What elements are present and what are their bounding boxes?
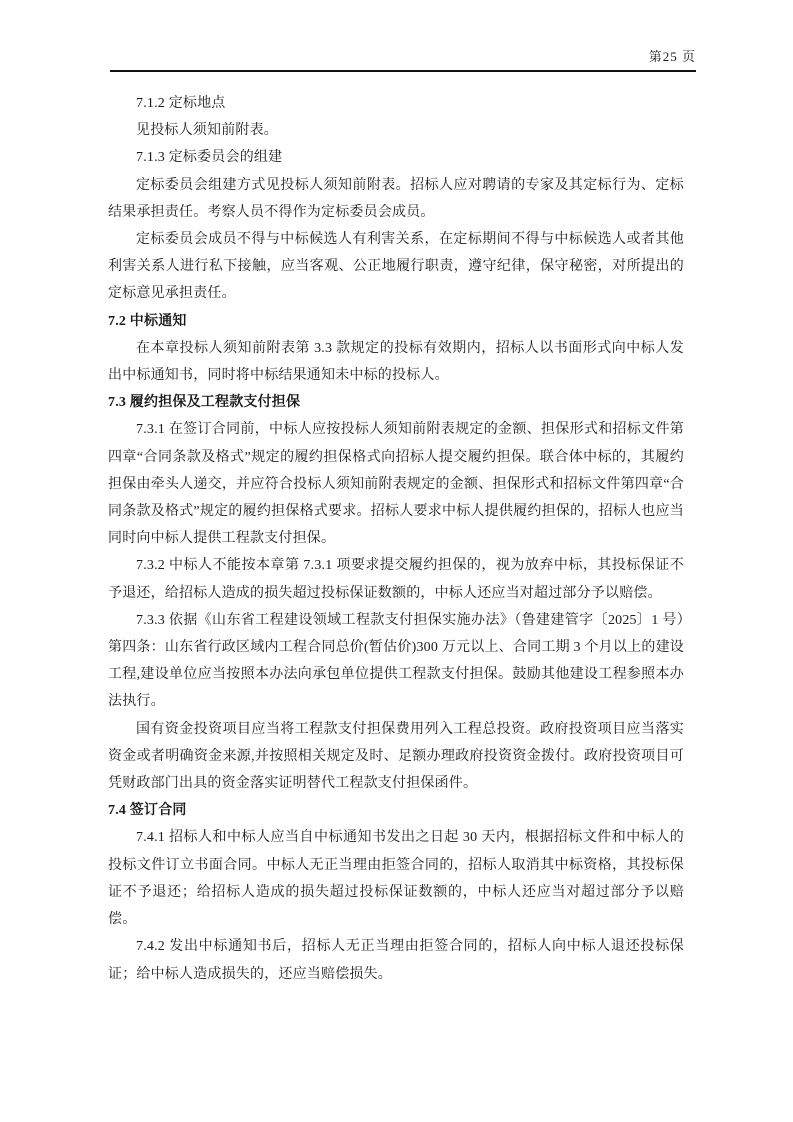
clause-7-3-3-para: 7.3.3 依据《山东省工程建设领域工程款支付担保实施办法》（鲁建建管字〔2025〕1 号）第四条：山东省行政区域内工程合同总价(暂估价)300 万元以上、合同工期 3 个月以上的建设工程,建设单位应当按照本办法向承包单位提供工程款支付担保。鼓励其他建设工程参照本办法执行。	[108, 612, 684, 710]
clause-7-3-3-para-2: 国有资金投资项目应当将工程款支付担保费用列入工程总投资。政府投资项目应当落实资金或者明确资金来源,并按照相关规定及时、足额办理政府投资资金拨付。政府投资项目可凭财政部门出具的资金落实证明替代工程款支付担保函件。	[108, 721, 684, 792]
clause-7-3-2-para: 7.3.2 中标人不能按本章第 7.3.1 项要求提交履约担保的，视为放弃中标，其投标保证不予退还，给招标人造成的损失超过投标保证数额的，中标人还应当对超过部分予以赔偿。	[108, 558, 684, 601]
page-number: 第25 页	[648, 49, 696, 64]
clause-7-1-3-para-1: 定标委员会组建方式见投标人须知前附表。招标人应对聘请的专家及其定标行为、定标结果承担责任。考察人员不得作为定标委员会成员。	[108, 177, 684, 220]
section-7-4-heading: 7.4 签订合同	[108, 803, 187, 819]
clause-7-1-2-title: 7.1.2 定标地点	[136, 96, 226, 111]
clause-7-1-3-title: 7.1.3 定标委员会的组建	[136, 150, 283, 166]
clause-7-1-2-body: 见投标人须知前附表。	[136, 123, 278, 139]
document-content	[108, 90, 684, 988]
clause-7-3-1-para: 7.3.1 在签订合同前，中标人应按投标人须知前附表规定的金额、担保形式和招标文件第四章“合同条款及格式”规定的履约担保格式向招标人提交履约担保。联合体中标的，其履约担保由牵头人递交，并应符合投标人须知前附表规定的金额、担保形式和招标文件第四章“合同条款及格式”规定的履约担保格式要求。招标人要求中标人提供履约担保的，招标人也应当同时向中标人提供工程款支付担保。	[108, 422, 684, 547]
clause-7-4-2-para: 7.4.2 发出中标通知书后，招标人无正当理由拒签合同的，招标人向中标人退还投标保证；给中标人造成损失的，还应当赔偿损失。	[108, 939, 684, 982]
page-header	[110, 46, 696, 72]
section-7-3-heading: 7.3 履约担保及工程款支付担保	[108, 395, 301, 411]
clause-7-1-3-para-2: 定标委员会成员不得与中标候选人有利害关系，在定标期间不得与中标候选人或者其他利害关系人进行私下接触，应当客观、公正地履行职责，遵守纪律，保守秘密，对所提出的定标意见承担责任。	[108, 232, 684, 302]
clause-7-4-1-para: 7.4.1 招标人和中标人应当自中标通知书发出之日起 30 天内，根据招标文件和中标人的投标文件订立书面合同。中标人无正当理由拒签合同的，招标人取消其中标资格，其投标保证不予退还；给招标人造成的损失超过投标保证数额的，中标人还应当对超过部分予以赔偿。	[108, 830, 684, 928]
section-7-2-heading: 7.2 中标通知	[108, 313, 187, 329]
section-7-2-para: 在本章投标人须知前附表第 3.3 款规定的投标有效期内，招标人以书面形式向中标人发出中标通知书，同时将中标结果通知未中标的投标人。	[108, 340, 684, 384]
